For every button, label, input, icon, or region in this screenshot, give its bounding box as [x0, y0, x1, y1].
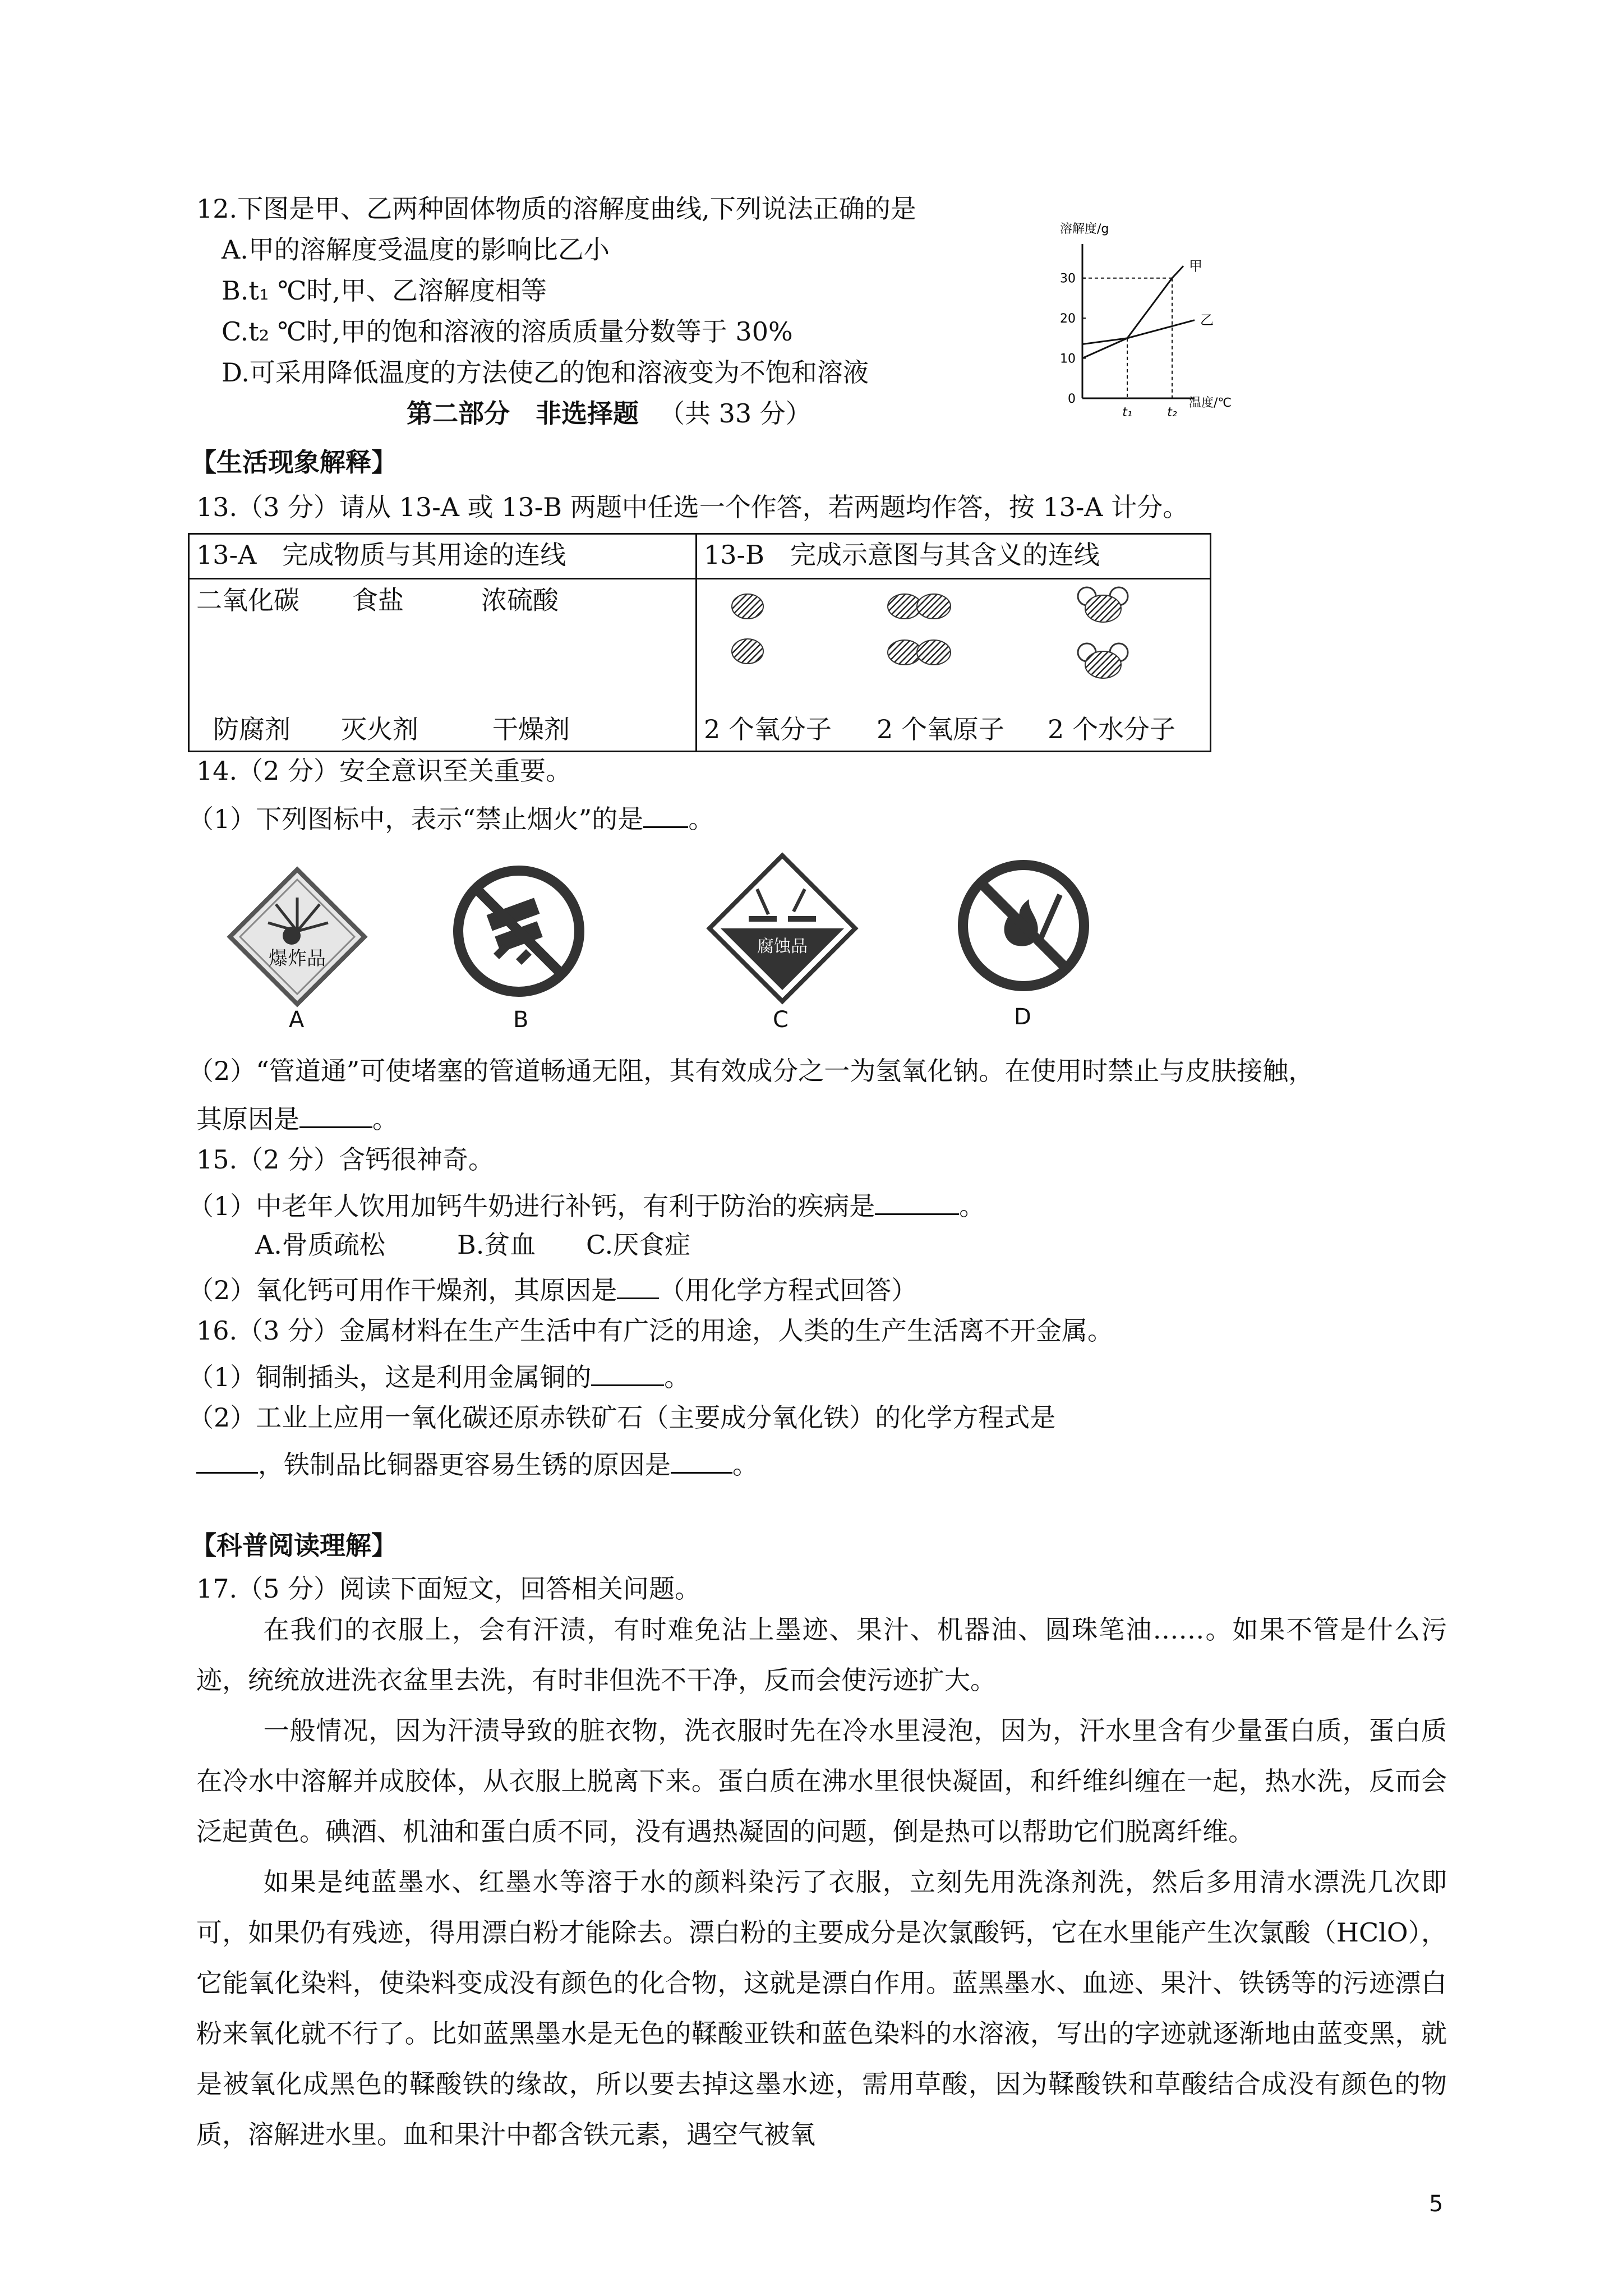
sign-c-label: C: [773, 1007, 789, 1033]
q13-a-cell: [189, 579, 697, 752]
q15-part2-end: （用化学方程式回答）: [659, 1275, 917, 1305]
sign-c-text: 腐蚀品: [757, 937, 808, 956]
part2-title: 第二部分 非选择题: [407, 398, 639, 429]
q13-a-head: 13-A 完成物质与其用途的连线: [189, 534, 697, 579]
a-top-2: 食盐: [352, 585, 404, 615]
q15-part1-text: （1）中老年人饮用加钙牛奶进行补钙，有利于防治的疾病是: [188, 1191, 875, 1221]
q15-part2-blank[interactable]: [617, 1272, 659, 1299]
q15-option-b: B.贫血: [457, 1230, 536, 1260]
q14-part2-text: 其原因是: [196, 1104, 299, 1134]
y-tick-label: 20: [1060, 312, 1076, 326]
q14-part1-blank[interactable]: [643, 800, 688, 828]
q16-part2-line2: [196, 1446, 758, 1480]
sign-d-label: D: [1014, 1004, 1031, 1030]
q14-part2-line1: （2）“管道通”可使堵塞的管道畅通无阻，其有效成分之一为氢氧化钠。在使用时禁止与皮肤接触，: [188, 1056, 1315, 1086]
q14-part2-line2: [196, 1101, 398, 1135]
q17-paragraph-1: 在我们的衣服上，会有汗渍，有时难免沾上墨迹、果汁、机器油、圆珠笔油……。如果不管是什么污迹，统统放进洗衣盆里去洗，有时非但洗不干净，反而会使污迹扩大。: [196, 1614, 1447, 1695]
q15-part1-end: 。: [959, 1191, 985, 1221]
y-tick-label: 30: [1060, 272, 1076, 286]
a-bottom-2: 灭火剂: [341, 714, 418, 744]
b-bottom-2: 2 个氧原子: [877, 714, 1004, 744]
q14-part1-text: （1）下列图标中，表示“禁止烟火”的是: [188, 804, 644, 834]
q12-option-a: A.甲的溶解度受温度的影响比乙小: [222, 234, 610, 265]
sign-a-explosive: [224, 864, 370, 1010]
section-reading: 【科普阅读理解】: [191, 1530, 397, 1561]
q13-b-cell: [697, 579, 1211, 752]
q12-option-d: D.可采用降低温度的方法使乙的饱和溶液变为不饱和溶液: [222, 357, 869, 388]
sign-b-no-stacking: [449, 861, 589, 1001]
sign-b-label: B: [513, 1007, 529, 1033]
q16-part1-end: 。: [664, 1362, 690, 1392]
solubility-chart: [1054, 213, 1256, 426]
x-tick-label: t₂: [1167, 406, 1177, 420]
q16-part1: [188, 1359, 690, 1393]
q16-part1-blank[interactable]: [591, 1359, 664, 1386]
q15-part1-blank[interactable]: [875, 1188, 959, 1215]
q16-part2-text: ，铁制品比铜器更容易生锈的原因是: [258, 1450, 671, 1480]
y-tick-label: 10: [1060, 352, 1076, 366]
two-oxygen-molecules-diagram: [888, 594, 951, 665]
q15-part1: [188, 1188, 985, 1222]
q16-part2-end: 。: [732, 1450, 758, 1480]
q16-part2-line1: （2）工业上应用一氧化碳还原赤铁矿石（主要成分氧化铁）的化学方程式是: [188, 1402, 1056, 1433]
q17-stem: 17.（5 分）阅读下面短文，回答相关问题。: [196, 1573, 701, 1604]
sign-c-corrosive: [704, 850, 861, 1007]
q17-paragraph-2: 一般情况，因为汗渍导致的脏衣物，洗衣服时先在冷水里浸泡，因为，汗水里含有少量蛋白质，蛋白质在冷水中溶解并成胶体，从衣服上脱离下来。蛋白质在沸水里很快凝固，和纤维纠缠在一起，热水洗，反而会泛起黄色。碘酒、机油和蛋白质不同，没有遇热凝固的问题，倒是热可以帮助它们脱离纤维。: [196, 1715, 1447, 1847]
sign-a-text: 爆炸品: [269, 947, 326, 970]
two-water-molecules-diagram: [1078, 587, 1128, 678]
q15-part2-text: （2）氧化钙可用作干燥剂，其原因是: [188, 1275, 617, 1305]
b-bottom-1: 2 个氧分子: [704, 714, 832, 744]
q14-part2-blank[interactable]: [299, 1101, 372, 1128]
q12-option-b: B.t₁ ℃时,甲、乙溶解度相等: [222, 275, 547, 306]
chart-xlabel: 温度/℃: [1189, 396, 1232, 410]
q14-part1: [188, 800, 714, 835]
q13-stem: 13.（3 分）请从 13-A 或 13-B 两题中任选一个作答，若两题均作答，按 13-A 计分。: [196, 492, 1189, 522]
q16-part2-blank2[interactable]: [671, 1446, 732, 1474]
a-bottom-3: 干燥剂: [492, 714, 570, 744]
q15-option-c: C.厌食症: [586, 1230, 691, 1260]
q14-stem: 14.（2 分）安全意识至关重要。: [196, 756, 572, 786]
section-life: 【生活现象解释】: [191, 447, 397, 477]
part2-score: （共 33 分）: [659, 398, 811, 429]
q13-table: [188, 533, 1211, 752]
series-label: 甲: [1189, 258, 1202, 274]
q15-stem: 15.（2 分）含钙很神奇。: [196, 1144, 495, 1175]
x-tick-label: t₁: [1122, 406, 1132, 420]
q15-part2: [188, 1272, 917, 1306]
q16-stem: 16.（3 分）金属材料在生产生活中有广泛的用途，人类的生产生活离不开金属。: [196, 1315, 1114, 1346]
q16-part1-text: （1）铜制插头，这是利用金属铜的: [188, 1362, 592, 1392]
q17-paragraph-3: 如果是纯蓝墨水、红墨水等溶于水的颜料染污了衣服，立刻先用洗涤剂洗，然后多用清水漂洗几次即可，如果仍有残迹，得用漂白粉才能除去。漂白粉的主要成分是次氯酸钙，它在水里能产生次氯酸（HClO），它能氧化染料，使染料变成没有颜色的化合物，这就是漂白作用。蓝黑墨水、血迹、果汁、铁锈等的污迹漂白粉来氧化就不行了。比如蓝黑墨水是无色的鞣酸亚铁和蓝色染料的水溶液，写出的字迹就逐渐地由蓝变黑，就是被氧化成黑色的鞣酸铁的缘故，所以要去掉这墨水迹，需用草酸，因为鞣酸铁和草酸结合成没有颜色的物质，溶解进水里。血和果汁中都含铁元素，遇空气被氧: [196, 1867, 1447, 2150]
sign-d-no-fire: [953, 855, 1094, 996]
q15-option-a: A.骨质疏松: [255, 1230, 385, 1260]
b-bottom-3: 2 个水分子: [1048, 714, 1175, 744]
particle-diagrams: [697, 579, 1213, 708]
q12-option-c: C.t₂ ℃时,甲的饱和溶液的溶质质量分数等于 30%: [222, 316, 793, 347]
series-line-jia: [1082, 266, 1183, 358]
q12-stem: 12.下图是甲、乙两种固体物质的溶解度曲线,下列说法正确的是: [196, 194, 916, 224]
sign-a-label: A: [289, 1007, 305, 1033]
y-tick-label: 0: [1068, 392, 1076, 406]
q14-part1-end: 。: [688, 804, 714, 834]
two-oxygen-atoms-diagram: [732, 594, 763, 664]
a-top-3: 浓硫酸: [481, 585, 559, 615]
q14-part2-end: 。: [372, 1104, 398, 1134]
page-number: 5: [1429, 2191, 1444, 2217]
series-label: 乙: [1200, 312, 1214, 328]
q16-part2-blank1[interactable]: [196, 1446, 258, 1474]
q13-b-head: 13-B 完成示意图与其含义的连线: [697, 534, 1211, 579]
a-top-1: 二氧化碳: [196, 585, 299, 615]
chart-ylabel: 溶解度/g: [1060, 222, 1109, 236]
a-bottom-1: 防腐剂: [213, 714, 291, 744]
